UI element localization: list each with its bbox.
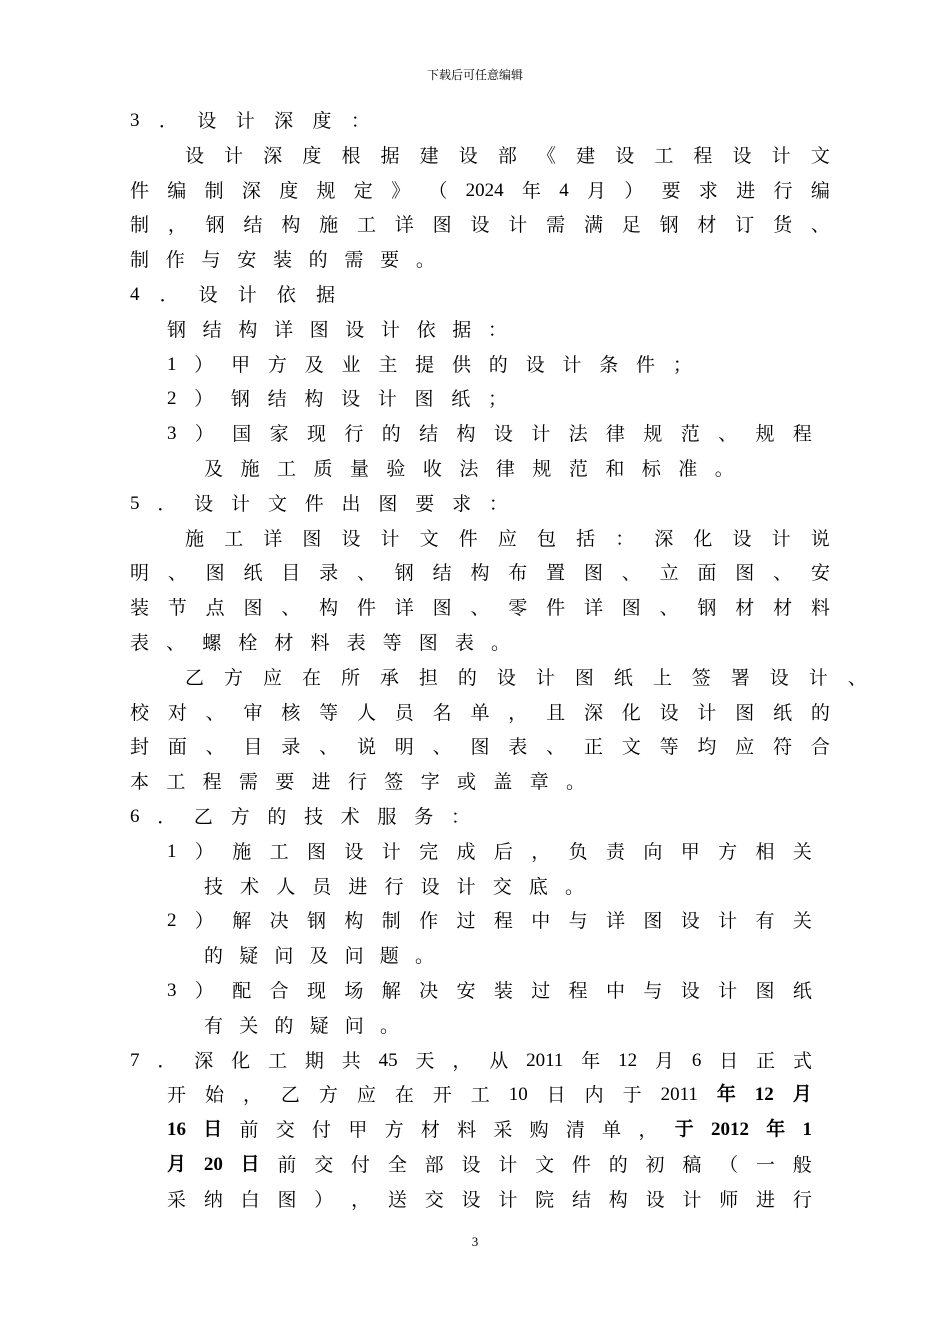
text-line: 设 计 深 度 根 据 建 设 部 《 建 设 工 程 设 计 文 bbox=[185, 144, 830, 167]
text-line: 3 ） 配 合 现 场 解 决 安 装 过 程 中 与 设 计 图 纸 bbox=[167, 980, 812, 1002]
text-line: 3 ） 国 家 现 行 的 结 构 设 计 法 律 规 范 、 规 程 bbox=[167, 423, 812, 446]
text-line: 乙 方 应 在 所 承 担 的 设 计 图 纸 上 签 署 设 计 、 bbox=[185, 666, 867, 689]
text-line: 6 ． 乙 方 的 技 术 服 务 ： bbox=[130, 806, 470, 828]
text-line: 开 始 ， 乙 方 应 在 开 工 10 日 内 于 2011 年 12 月 bbox=[167, 1084, 812, 1107]
page-number: 3 bbox=[471, 1234, 479, 1249]
text-line: 及 施 工 质 量 验 收 法 律 规 范 和 标 准 。 bbox=[204, 458, 734, 480]
text-line: 技 术 人 员 进 行 设 计 交 底 。 bbox=[204, 875, 584, 898]
text-line: 的 疑 问 及 问 题 。 bbox=[204, 945, 434, 968]
text-line: 制 ， 钢 结 构 施 工 详 图 设 计 需 满 足 钢 材 订 货 、 bbox=[130, 214, 830, 237]
text-line: 2 ） 解 决 钢 构 制 作 过 程 中 与 详 图 设 计 有 关 bbox=[167, 910, 812, 933]
text-line: 封 面 、 目 录 、 说 明 、 图 表 、 正 文 等 均 应 符 合 bbox=[130, 736, 830, 759]
text-line: 2 ） 钢 结 构 设 计 图 纸 ； bbox=[167, 388, 507, 411]
text-line: 7 ． 深 化 工 期 共 45 天 ， 从 2011 年 12 月 6 日 正 式 bbox=[130, 1049, 812, 1072]
text-line: 件 编 制 深 度 规 定 》 （ 2024 年 4 月 ） 要 求 进 行 编 bbox=[130, 179, 830, 202]
text-line: 16 日 前 交 付 甲 方 材 料 采 购 清 单 ， 于 2012 年 1 bbox=[167, 1119, 812, 1142]
text-line: 采 纳 白 图 ） ， 送 交 设 计 院 结 构 设 计 师 进 行 bbox=[167, 1188, 812, 1211]
text-line: 1 ） 甲 方 及 业 主 提 供 的 设 计 条 件 ； bbox=[167, 353, 692, 376]
text-line: 3 ． 设 计 深 度 ： bbox=[130, 110, 370, 132]
text-line: 5 ． 设 计 文 件 出 图 要 求 ： bbox=[130, 492, 508, 515]
text-line: 明 、 图 纸 目 录 、 钢 结 构 布 置 图 、 立 面 图 、 安 bbox=[130, 562, 830, 585]
text-line: 施 工 详 图 设 计 文 件 应 包 括 ： 深 化 设 计 说 bbox=[185, 527, 830, 550]
text-line: 有 关 的 疑 问 。 bbox=[204, 1014, 399, 1037]
page-header: 下载后可任意编辑 bbox=[426, 68, 523, 82]
text-line: 钢 结 构 详 图 设 计 依 据 ： bbox=[167, 318, 507, 341]
text-line: 月 20 日 前 交 付 全 部 设 计 文 件 的 初 稿 （ 一 般 bbox=[167, 1154, 812, 1176]
text-line: 装 节 点 图 、 构 件 详 图 、 零 件 详 图 、 钢 材 材 料 bbox=[130, 597, 830, 620]
text-line: 制 作 与 安 装 的 需 要 。 bbox=[130, 249, 435, 272]
text-line: 1 ） 施 工 图 设 计 完 成 后 ， 负 责 向 甲 方 相 关 bbox=[167, 840, 812, 863]
text-line: 4 ． 设 计 依 据 bbox=[130, 284, 335, 306]
text-line: 本 工 程 需 要 进 行 签 字 或 盖 章 。 bbox=[130, 771, 585, 794]
text-line: 表 、 螺 栓 材 料 表 等 图 表 。 bbox=[130, 632, 510, 654]
text-line: 校 对 、 审 核 等 人 员 名 单 ， 且 深 化 设 计 图 纸 的 bbox=[130, 701, 830, 724]
